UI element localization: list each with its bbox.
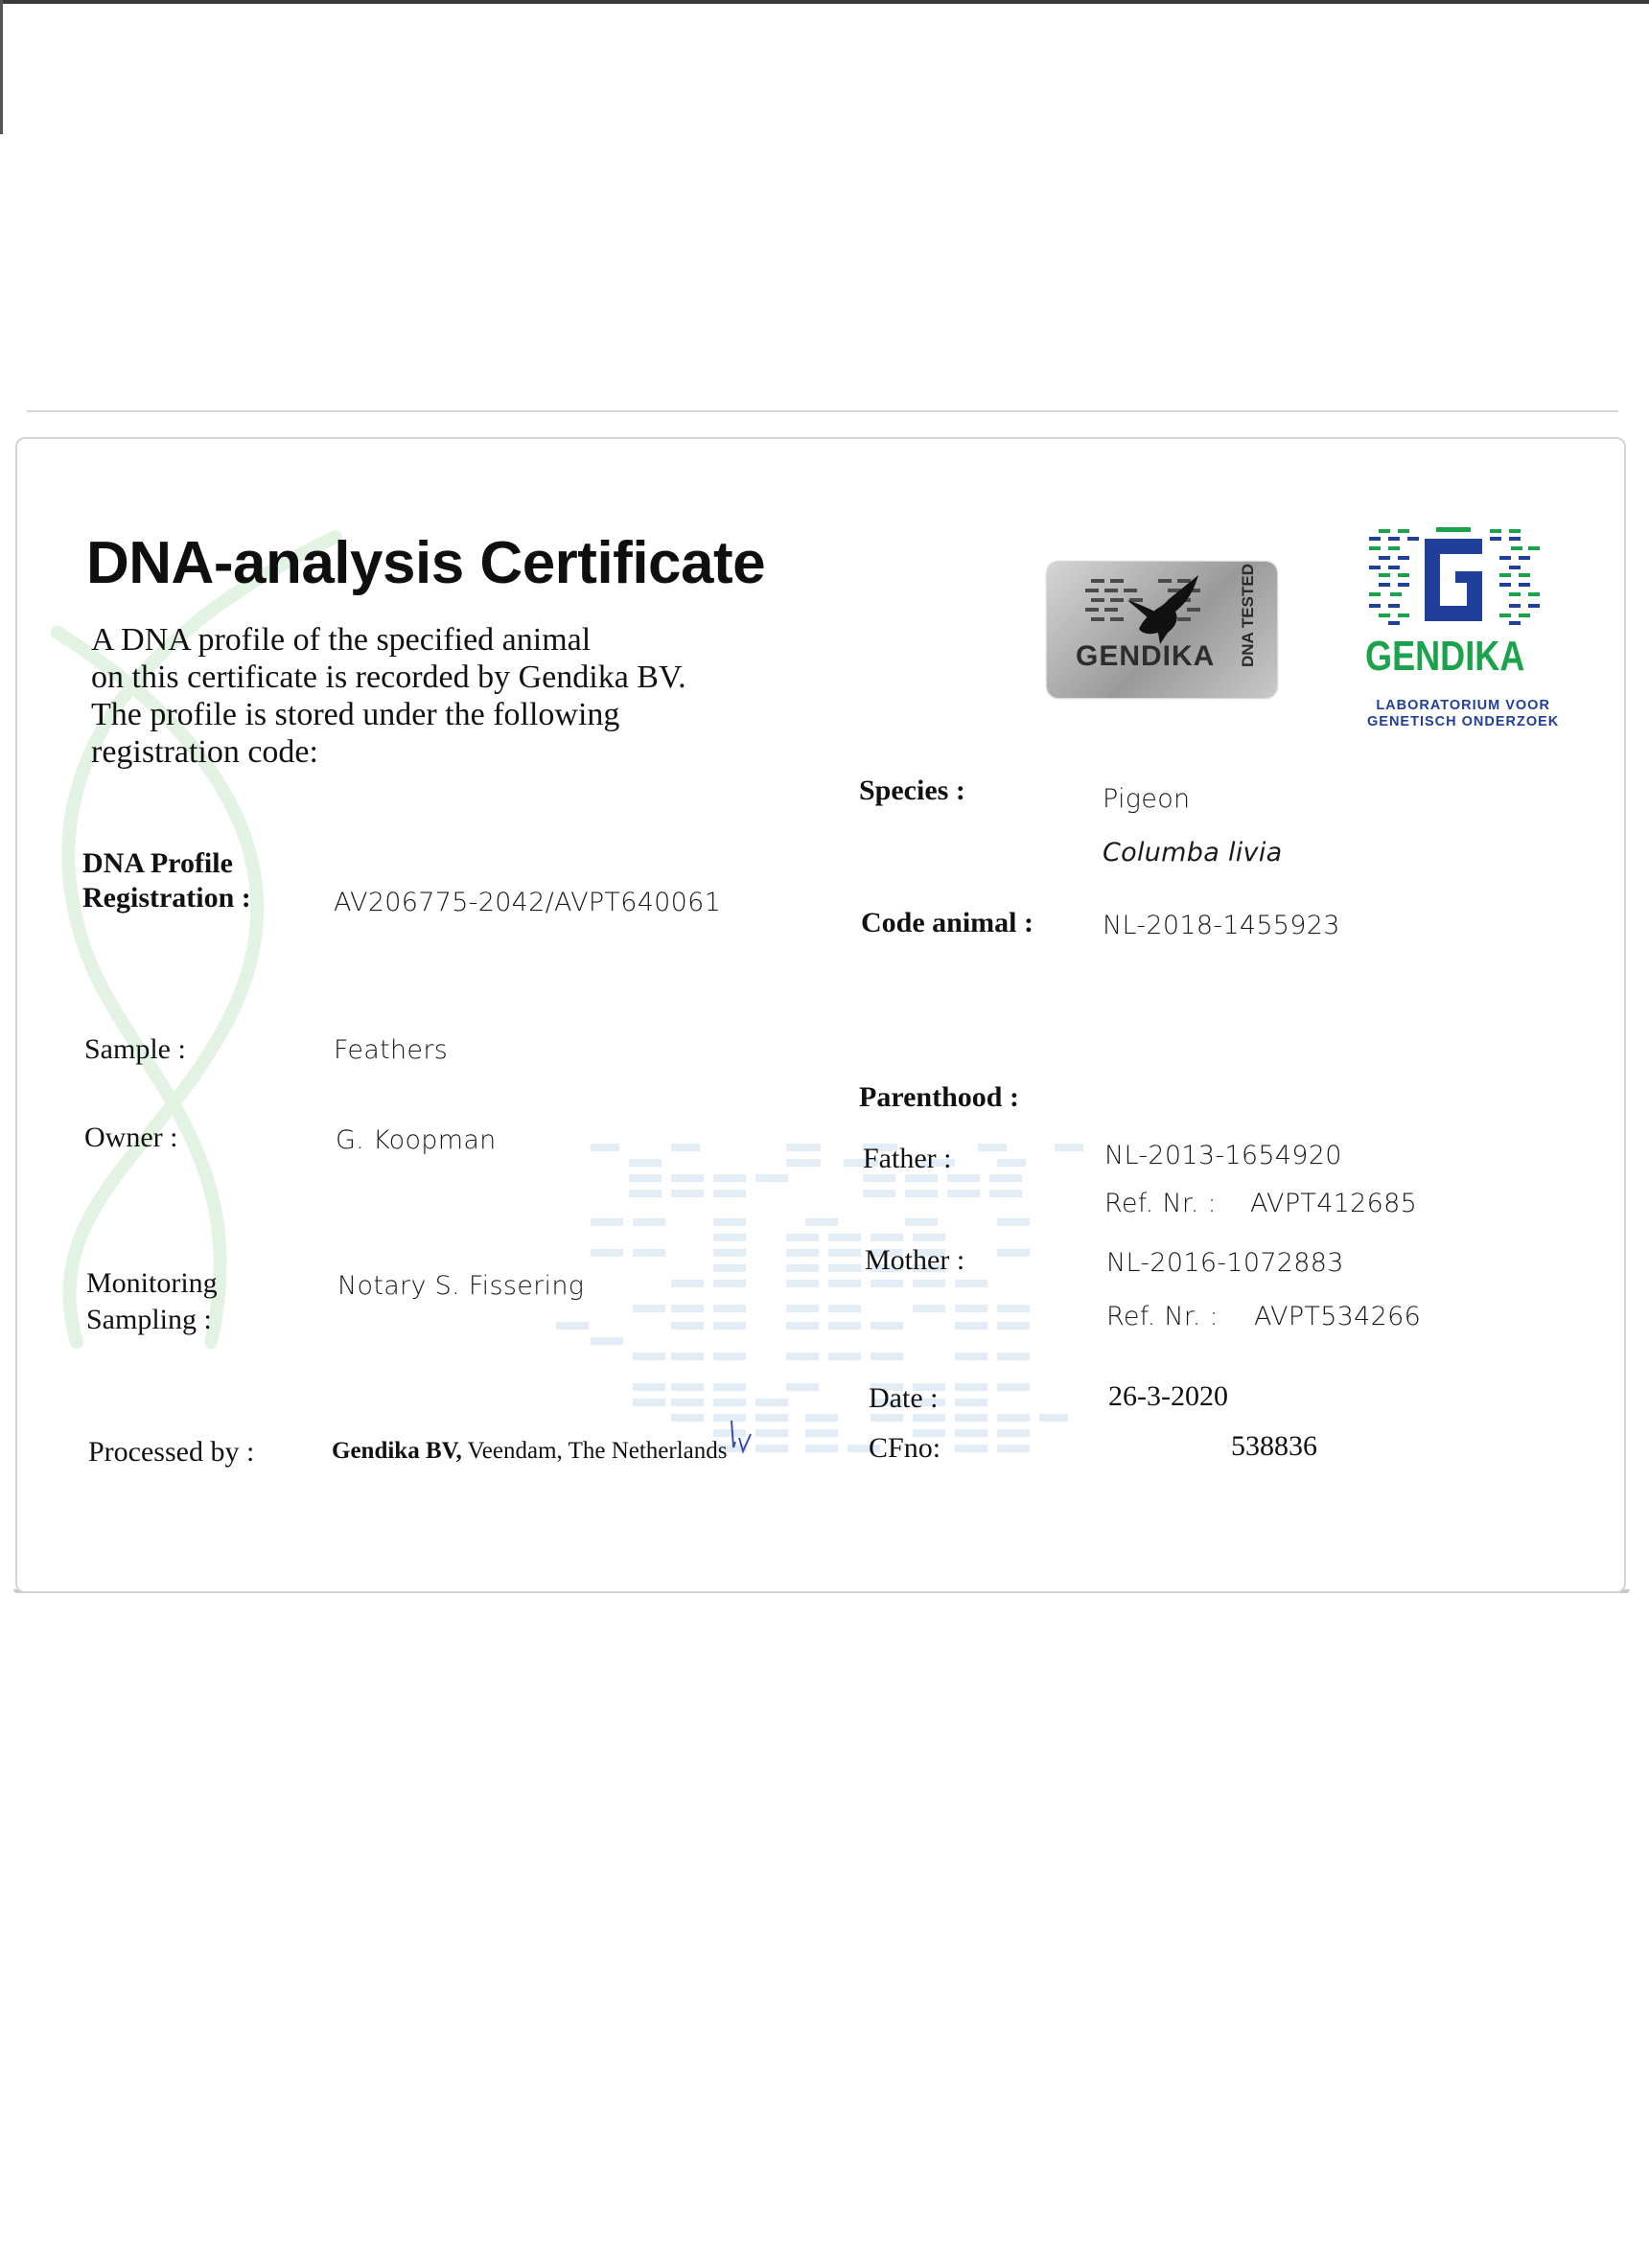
sample-value: Feathers (334, 1035, 449, 1065)
certificate-title: DNA-analysis Certificate (86, 530, 766, 596)
gendika-logo-name: GENDIKA (1365, 633, 1525, 680)
father-ref-value: AVPT412685 (1250, 1189, 1418, 1218)
monitoring-label-line1: Monitoring (86, 1267, 218, 1299)
profile-label-line2: Registration : (82, 882, 251, 914)
date-value: 26-3-2020 (1108, 1380, 1228, 1412)
species-common-value: Pigeon (1103, 784, 1191, 814)
seal-brand: GENDIKA (1076, 640, 1216, 672)
code-animal-value: NL-2018-1455923 (1103, 911, 1340, 940)
monitoring-value: Notary S. Fissering (337, 1271, 585, 1301)
scan-edge-left (0, 0, 3, 134)
monitoring-label-line2: Sampling : (86, 1304, 212, 1335)
cfno-label: CFno: (869, 1432, 941, 1464)
handwritten-tick-icon (726, 1419, 755, 1457)
mother-value: NL-2016-1072883 (1106, 1248, 1344, 1278)
code-animal-label: Code animal : (861, 907, 1034, 938)
parenthood-label: Parenthood : (859, 1081, 1019, 1113)
seal-side-text: DNA TESTED (1239, 564, 1257, 667)
mother-ref-label: Ref. Nr. : (1106, 1302, 1219, 1331)
logo-watermark-icon (556, 1126, 1093, 1491)
mother-ref-value: AVPT534266 (1254, 1302, 1422, 1331)
certificate-intro: A DNA profile of the specified animal on this certificate is recorded by Gendika BV. The profile is stored under the following registration code: (91, 622, 686, 770)
processed-value (332, 1438, 728, 1465)
profile-label-line1: DNA Profile (82, 847, 233, 879)
scan-edge-top (0, 0, 1649, 4)
father-ref-label: Ref. Nr. : (1104, 1189, 1217, 1218)
processed-location: Veendam, The Netherlands (461, 1438, 728, 1464)
owner-value: G. Koopman (336, 1125, 497, 1155)
father-value: NL-2013-1654920 (1104, 1141, 1342, 1170)
date-label: Date : (869, 1382, 939, 1414)
sample-label: Sample : (84, 1033, 186, 1065)
card-top-line (27, 410, 1618, 412)
seal-pattern-icon (1072, 571, 1235, 648)
father-label: Father : (863, 1143, 952, 1174)
species-latin-value: Columba livia (1103, 838, 1283, 868)
processed-company: Gendika BV, (332, 1438, 462, 1464)
mother-label: Mother : (865, 1244, 965, 1276)
cfno-value: 538836 (1231, 1430, 1317, 1462)
gendika-logo-subtitle: LABORATORIUM VOOR GENETISCH ONDERZOEK (1367, 698, 1560, 729)
species-label: Species : (859, 775, 965, 806)
processed-label: Processed by : (88, 1436, 255, 1468)
profile-registration-value: AV206775-2042/AVPT640061 (334, 888, 722, 917)
owner-label: Owner : (84, 1122, 178, 1153)
gendika-logo-icon (1365, 525, 1542, 629)
